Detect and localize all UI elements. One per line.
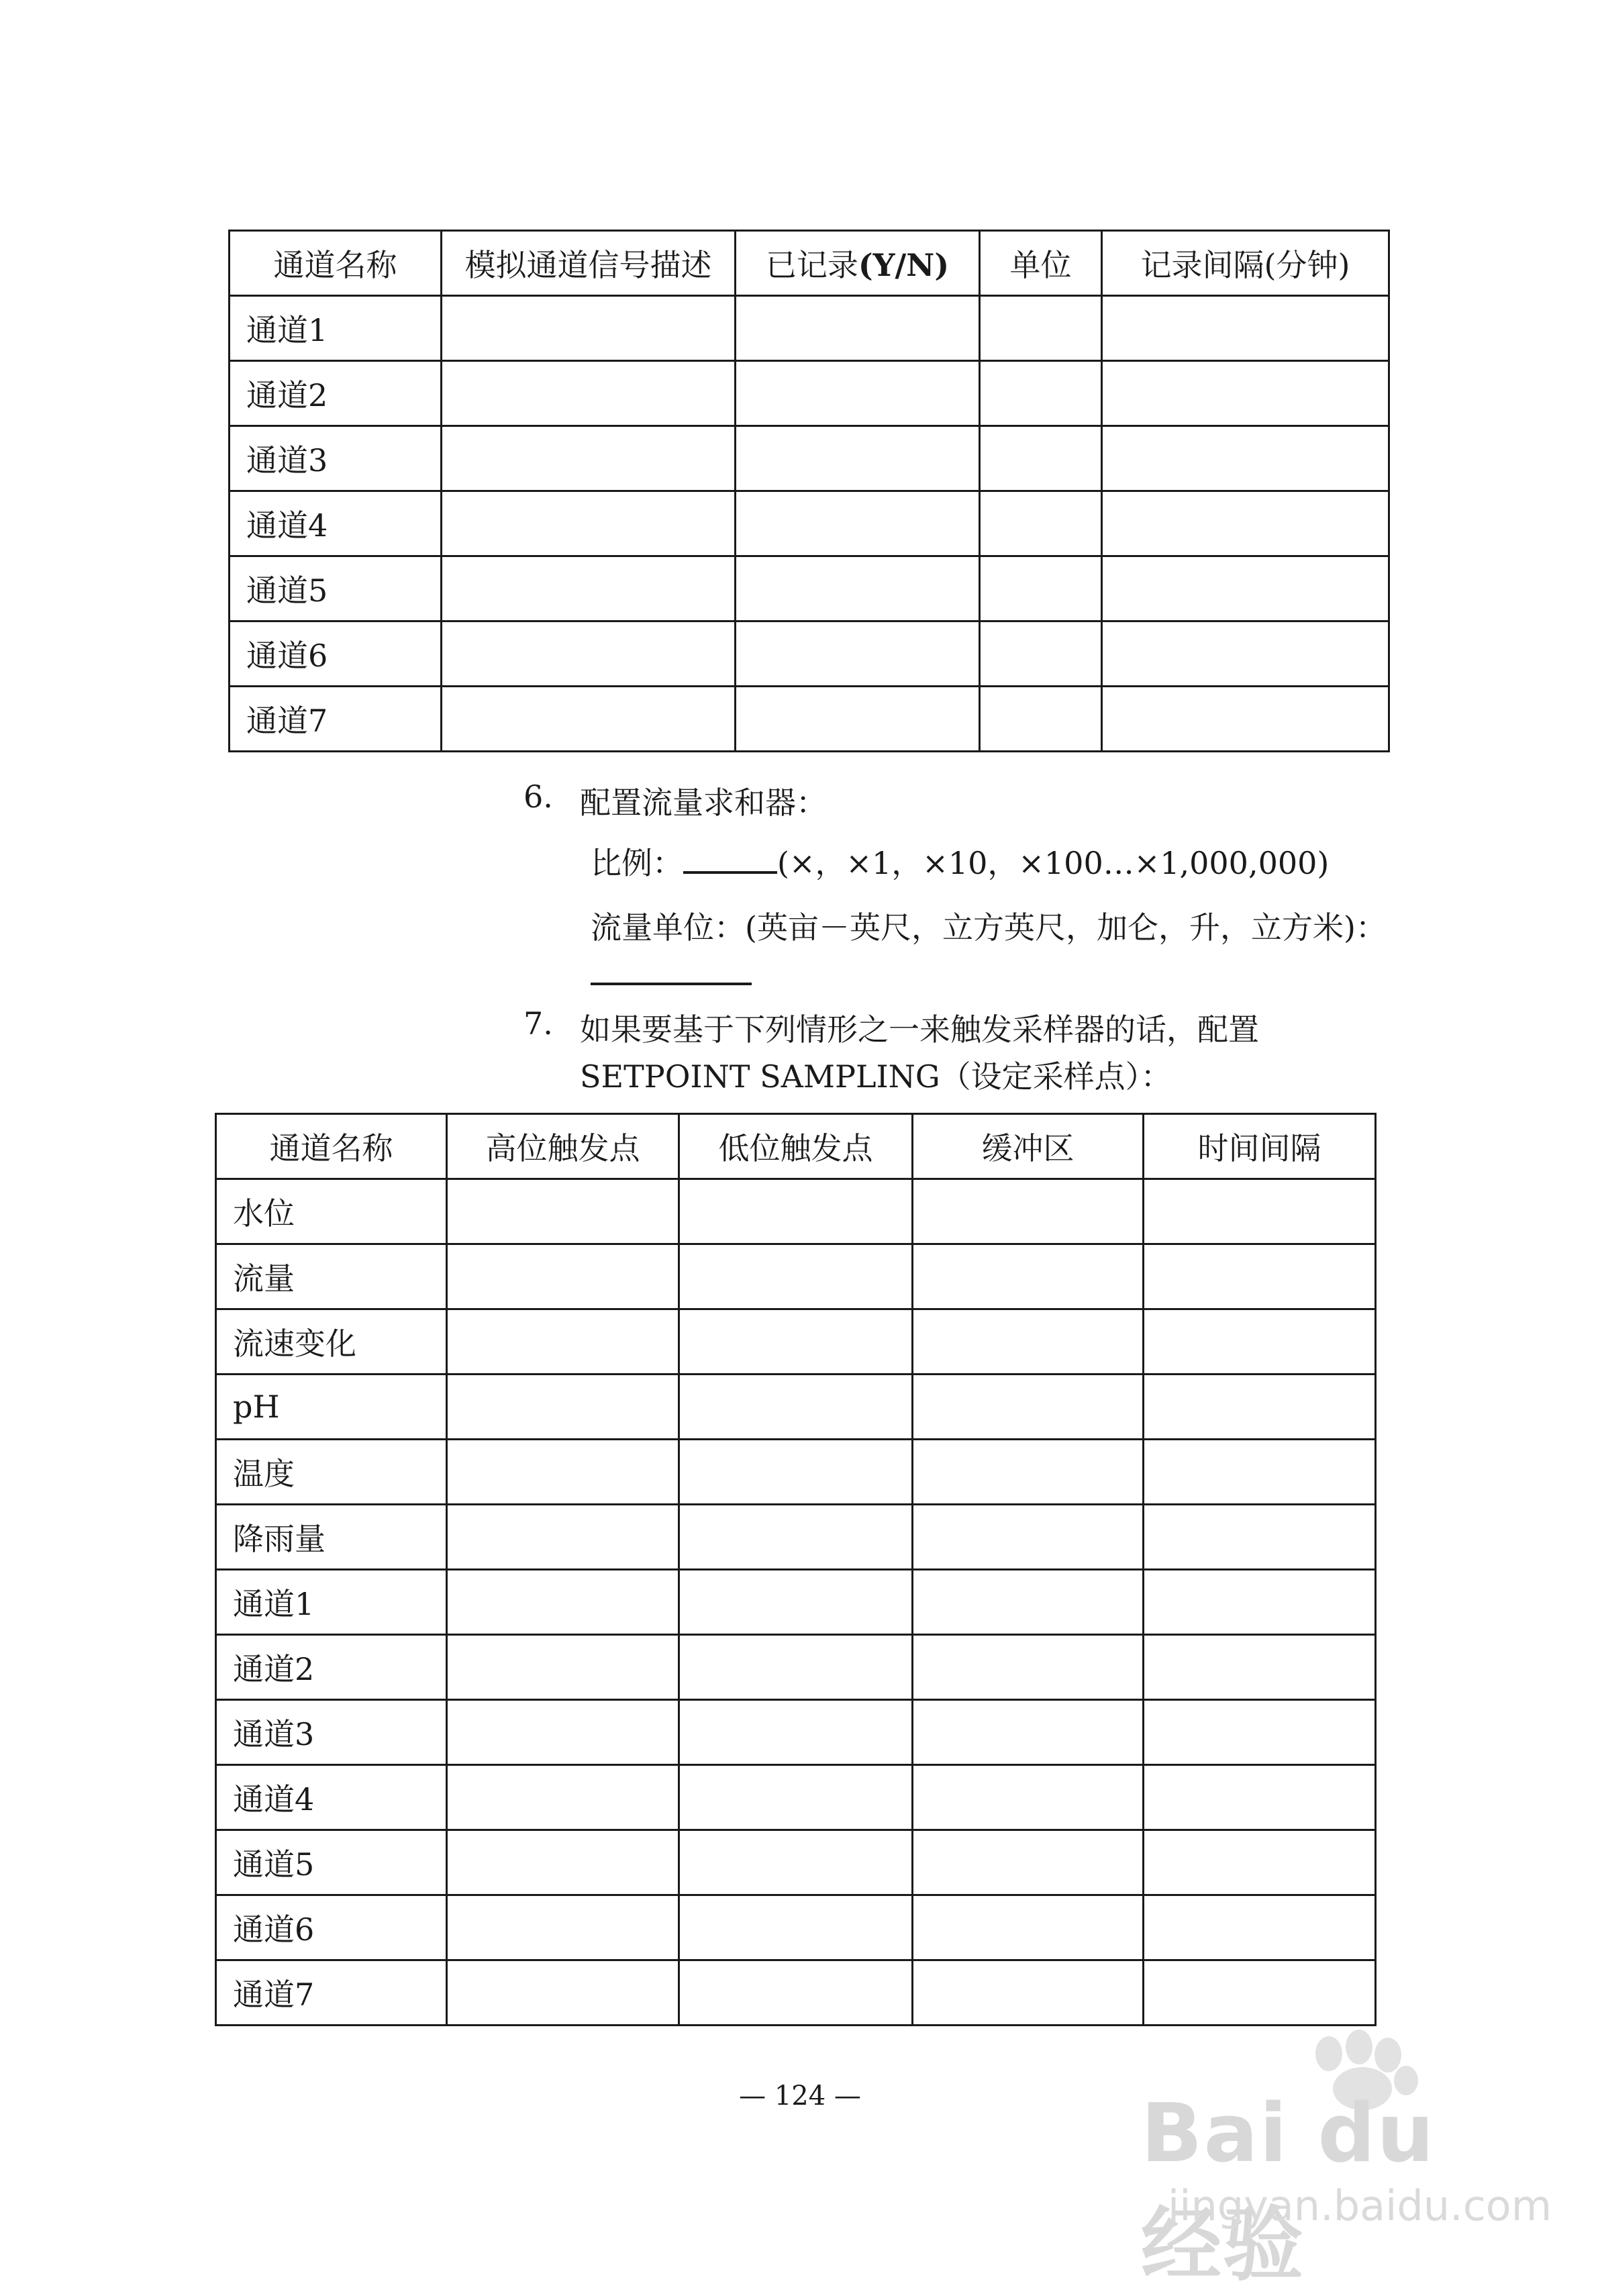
blank-cell[interactable] — [679, 1505, 913, 1570]
col-channel-name: 通道名称 — [230, 231, 442, 296]
channel-name-cell: 通道2 — [216, 1635, 447, 1700]
blank-cell[interactable] — [679, 1570, 913, 1635]
table-header-row — [230, 231, 1389, 296]
table-row — [230, 296, 1389, 361]
channel-name-cell: 流速变化 — [216, 1309, 447, 1375]
blank-cell[interactable] — [1102, 361, 1389, 426]
blank-cell[interactable] — [447, 1570, 679, 1635]
blank-cell[interactable] — [442, 296, 736, 361]
blank-cell[interactable] — [679, 1375, 913, 1440]
table-row — [216, 1700, 1376, 1765]
channel-name-cell: 通道6 — [216, 1895, 447, 1960]
blank-cell[interactable] — [679, 1179, 913, 1244]
blank-cell[interactable] — [679, 1960, 913, 2026]
blank-cell[interactable] — [980, 621, 1102, 687]
table-row — [216, 1505, 1376, 1570]
col-unit: 单位 — [980, 231, 1102, 296]
channel-name-cell: pH — [216, 1375, 447, 1440]
channel-name-cell: 通道4 — [216, 1765, 447, 1830]
channel-name-cell: 通道1 — [230, 296, 442, 361]
blank-cell[interactable] — [679, 1309, 913, 1375]
baidu-watermark — [1141, 2027, 1552, 2292]
blank-cell[interactable] — [1144, 1700, 1376, 1765]
blank-cell[interactable] — [980, 296, 1102, 361]
blank-cell[interactable] — [1102, 621, 1389, 687]
table-row — [216, 1244, 1376, 1309]
section-7-line1: 如果要基于下列情形之一来触发采样器的话，配置 — [580, 1011, 1259, 1048]
blank-cell[interactable] — [736, 556, 980, 621]
blank-cell[interactable] — [1144, 1309, 1376, 1375]
channel-name-cell: 流量 — [216, 1244, 447, 1309]
blank-cell[interactable] — [1144, 1440, 1376, 1505]
table-row — [216, 1375, 1376, 1440]
blank-cell[interactable] — [913, 1244, 1144, 1309]
col-signal-description: 模拟通道信号描述 — [442, 231, 736, 296]
blank-cell[interactable] — [447, 1375, 679, 1440]
blank-cell[interactable] — [1102, 426, 1389, 491]
blank-cell[interactable] — [442, 556, 736, 621]
blank-cell[interactable] — [679, 1440, 913, 1505]
setpoint-sampling-table — [215, 1113, 1377, 2026]
channel-name-cell: 通道3 — [216, 1700, 447, 1765]
blank-cell[interactable] — [913, 1179, 1144, 1244]
blank-cell[interactable] — [736, 426, 980, 491]
blank-cell[interactable] — [913, 1375, 1144, 1440]
blank-cell[interactable] — [980, 426, 1102, 491]
channel-name-cell: 通道7 — [230, 687, 442, 752]
blank-cell[interactable] — [447, 1765, 679, 1830]
channel-name-cell: 通道1 — [216, 1570, 447, 1635]
flow-unit-blank[interactable] — [591, 956, 752, 985]
table-header-row — [216, 1114, 1376, 1179]
table-row — [216, 1570, 1376, 1635]
table-row — [216, 1960, 1376, 2026]
blank-cell[interactable] — [913, 1960, 1144, 2026]
blank-cell[interactable] — [1144, 1570, 1376, 1635]
section-6-title: 配置流量求和器： — [580, 785, 827, 821]
channel-name-cell: 通道4 — [230, 491, 442, 556]
channel-name-cell: 通道2 — [230, 361, 442, 426]
blank-cell[interactable] — [679, 1700, 913, 1765]
blank-cell[interactable] — [980, 361, 1102, 426]
table-row — [230, 361, 1389, 426]
page-number: — 124 — — [739, 2081, 861, 2111]
blank-cell[interactable] — [913, 1700, 1144, 1765]
blank-cell[interactable] — [679, 1830, 913, 1895]
blank-cell[interactable] — [736, 491, 980, 556]
analog-channel-table — [228, 230, 1390, 752]
col-low-trigger: 低位触发点 — [679, 1114, 913, 1179]
watermark-brand: Bai du 经验 — [1141, 2087, 1436, 2292]
blank-cell[interactable] — [442, 426, 736, 491]
blank-cell[interactable] — [913, 1309, 1144, 1375]
blank-cell[interactable] — [442, 621, 736, 687]
blank-cell[interactable] — [913, 1895, 1144, 1960]
col-channel-name: 通道名称 — [216, 1114, 447, 1179]
channel-name-cell: 通道6 — [230, 621, 442, 687]
blank-cell[interactable] — [447, 1505, 679, 1570]
blank-cell[interactable] — [447, 1960, 679, 2026]
blank-cell[interactable] — [447, 1830, 679, 1895]
table-row — [230, 556, 1389, 621]
blank-cell[interactable] — [1144, 1635, 1376, 1700]
blank-cell[interactable] — [1102, 491, 1389, 556]
flow-unit-options: (英亩－英尺，立方英尺，加仑，升，立方米)： — [745, 909, 1387, 946]
blank-cell[interactable] — [1144, 1960, 1376, 2026]
col-time-interval: 时间间隔 — [1144, 1114, 1376, 1179]
ratio-options: (×，×1，×10，×100…×1,000,000) — [777, 845, 1330, 881]
channel-name-cell: 水位 — [216, 1179, 447, 1244]
col-recorded — [736, 231, 980, 296]
col-buffer: 缓冲区 — [913, 1114, 1144, 1179]
table-row — [216, 1765, 1376, 1830]
blank-cell[interactable] — [980, 556, 1102, 621]
blank-cell[interactable] — [447, 1309, 679, 1375]
blank-cell[interactable] — [913, 1440, 1144, 1505]
table-row — [216, 1440, 1376, 1505]
blank-cell[interactable] — [913, 1505, 1144, 1570]
blank-cell[interactable] — [447, 1244, 679, 1309]
ratio-line — [591, 839, 1329, 883]
blank-cell[interactable] — [980, 491, 1102, 556]
channel-name-cell: 通道5 — [216, 1830, 447, 1895]
blank-cell[interactable] — [913, 1830, 1144, 1895]
blank-cell[interactable] — [980, 687, 1102, 752]
blank-cell[interactable] — [736, 621, 980, 687]
table-row — [230, 426, 1389, 491]
blank-cell[interactable] — [679, 1895, 913, 1960]
blank-cell[interactable] — [679, 1244, 913, 1309]
blank-cell[interactable] — [447, 1895, 679, 1960]
table-row — [230, 621, 1389, 687]
channel-name-cell: 通道3 — [230, 426, 442, 491]
blank-cell[interactable] — [447, 1700, 679, 1765]
table-row — [230, 687, 1389, 752]
watermark-url: jingyan.baidu.com — [1168, 2181, 1552, 2230]
ratio-blank[interactable] — [683, 844, 777, 874]
blank-cell[interactable] — [1144, 1375, 1376, 1440]
blank-cell[interactable] — [913, 1570, 1144, 1635]
blank-cell[interactable] — [447, 1440, 679, 1505]
col-recorded-label: 已记录 — [765, 247, 858, 283]
ratio-label: 比例： — [591, 845, 683, 881]
table-row — [216, 1179, 1376, 1244]
channel-name-cell: 降雨量 — [216, 1505, 447, 1570]
blank-cell[interactable] — [913, 1635, 1144, 1700]
blank-cell[interactable] — [679, 1635, 913, 1700]
blank-cell[interactable] — [1144, 1765, 1376, 1830]
col-recorded-yn: (Y/N) — [858, 247, 950, 283]
blank-cell[interactable] — [1144, 1244, 1376, 1309]
section-7-number: 7. — [523, 1005, 553, 1042]
blank-cell[interactable] — [679, 1765, 913, 1830]
col-record-interval: 记录间隔(分钟) — [1102, 231, 1389, 296]
blank-cell[interactable] — [1144, 1895, 1376, 1960]
section-6-number: 6. — [523, 779, 553, 815]
blank-cell[interactable] — [442, 491, 736, 556]
table-row — [216, 1895, 1376, 1960]
col-high-trigger: 高位触发点 — [447, 1114, 679, 1179]
blank-cell[interactable] — [1144, 1179, 1376, 1244]
channel-name-cell: 温度 — [216, 1440, 447, 1505]
channel-name-cell: 通道5 — [230, 556, 442, 621]
blank-cell[interactable] — [442, 687, 736, 752]
blank-cell[interactable] — [1102, 556, 1389, 621]
table-row — [216, 1635, 1376, 1700]
blank-cell[interactable] — [736, 296, 980, 361]
blank-cell[interactable] — [1102, 687, 1389, 752]
blank-cell[interactable] — [736, 687, 980, 752]
flow-unit-line — [591, 903, 1387, 948]
table-row — [216, 1830, 1376, 1895]
blank-cell[interactable] — [1144, 1505, 1376, 1570]
flow-unit-label: 流量单位： — [591, 909, 745, 946]
table-row — [216, 1309, 1376, 1375]
blank-cell[interactable] — [736, 361, 980, 426]
blank-cell[interactable] — [913, 1765, 1144, 1830]
blank-cell[interactable] — [1102, 296, 1389, 361]
blank-cell[interactable] — [447, 1635, 679, 1700]
blank-cell[interactable] — [1144, 1830, 1376, 1895]
section-7-line2: SETPOINT SAMPLING（设定采样点）： — [580, 1058, 1172, 1095]
table-row — [230, 491, 1389, 556]
channel-name-cell: 通道7 — [216, 1960, 447, 2026]
blank-cell[interactable] — [442, 361, 736, 426]
blank-cell[interactable] — [447, 1179, 679, 1244]
